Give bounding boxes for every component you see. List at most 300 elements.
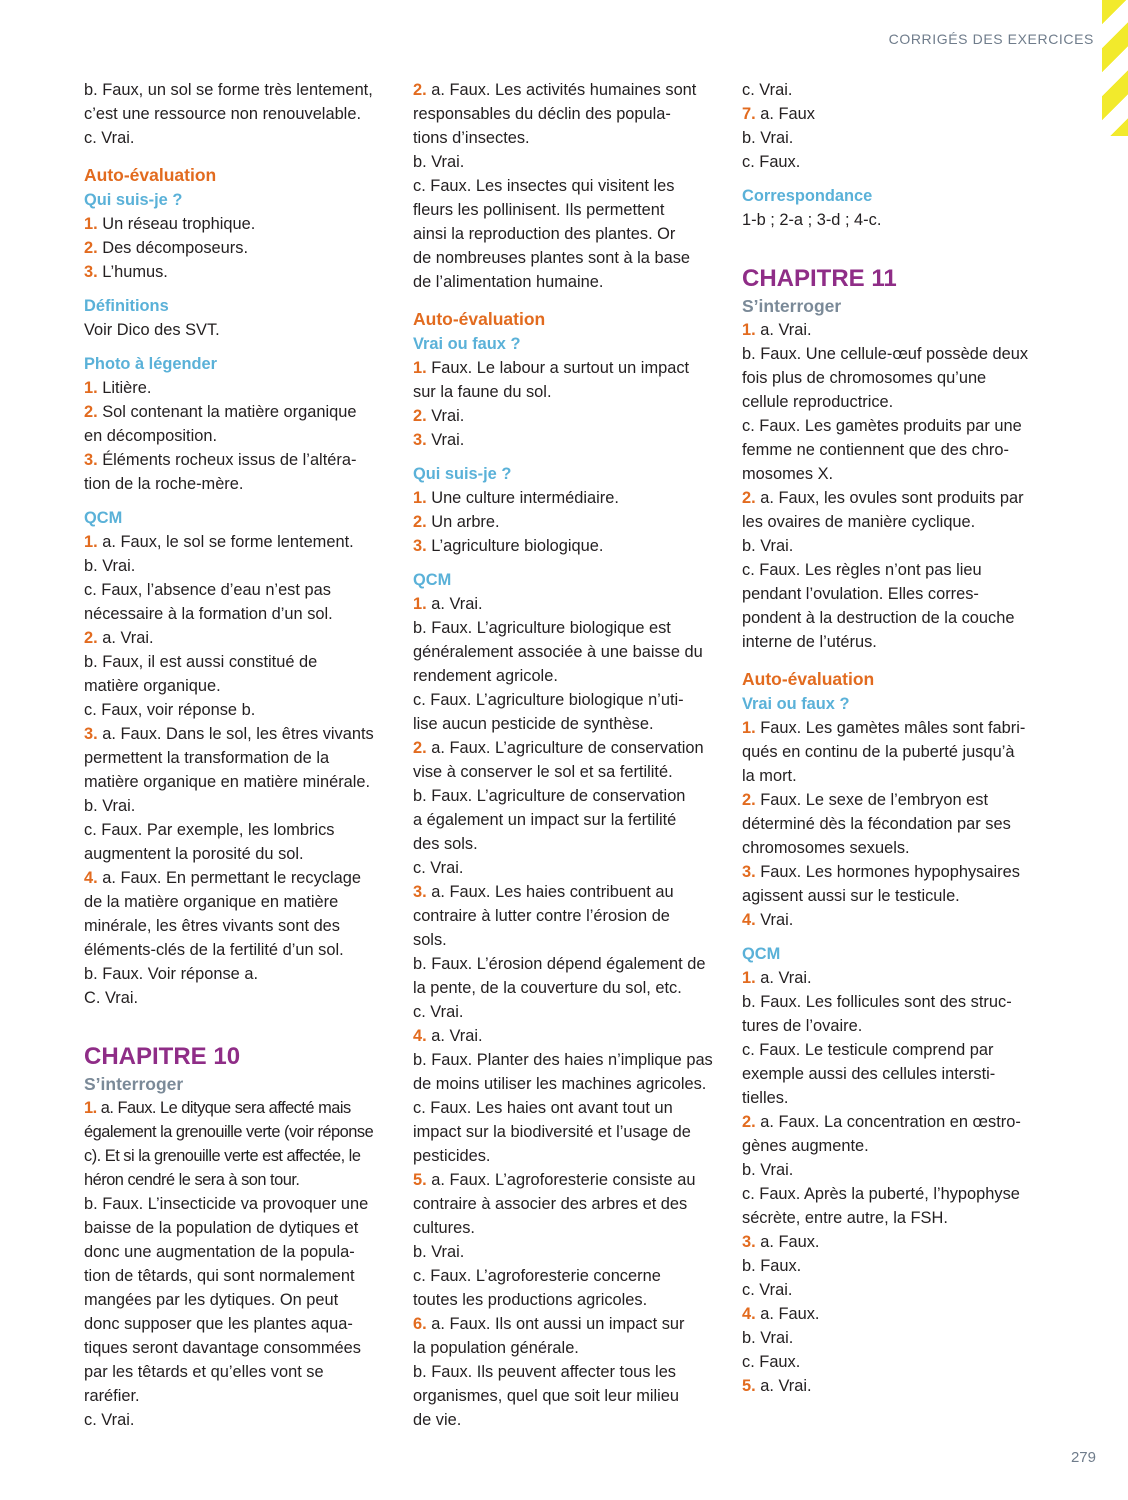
answer-text: éléments-clés de la fertilité d’un sol. [84,941,344,959]
subsection-heading: QCM [413,571,452,589]
answer-text: b. Faux. L’insecticide va provoquer une [84,1195,369,1213]
answer-line [84,448,394,472]
answer-text: pendant l’ovulation. Elles corres- [742,585,979,603]
answer-text: b. Vrai. [742,1329,794,1347]
answer-text: c’est une ressource non renouvelable. [84,105,361,123]
answer-text: c. Vrai. [742,81,793,99]
answer-line [413,1072,723,1096]
answer-line [413,1360,723,1384]
question-number: 1. [413,359,427,377]
question-number: 7. [742,105,756,123]
answer-line [742,1206,1052,1230]
answer-line [84,1312,394,1336]
answer-text: a. Faux. L’agriculture de conservation [431,739,704,757]
answer-text: permettent la transformation de la [84,749,330,767]
answer-line [742,740,1052,764]
answer-text: matière organique. [84,677,221,695]
question-number: 6. [413,1315,427,1333]
answer-line [413,808,723,832]
question-number: 3. [742,1233,756,1251]
answer-line [742,438,1052,462]
answer-text: tures de l’ovaire. [742,1017,863,1035]
answer-text: c. Faux. Les insectes qui visitent les [413,177,675,195]
answer-line [742,486,1052,510]
answer-text: toutes les productions agricoles. [413,1291,648,1309]
answer-text: cultures. [413,1219,475,1237]
answer-line [84,400,394,424]
answer-text: a. Faux. [760,1233,820,1251]
answer-line [413,486,723,510]
answer-text: c. Faux. Après la puberté, l’hypophyse [742,1185,1020,1203]
answer-line [413,1048,723,1072]
answer-text: cellule reproductrice. [742,393,894,411]
subsection-heading: Vrai ou faux ? [413,335,521,353]
question-number: 5. [413,1171,427,1189]
question-number: 2. [742,791,756,809]
question-number: 1. [742,321,756,339]
answer-text: L’agriculture biologique. [431,537,604,555]
answer-text: de l’alimentation humaine. [413,273,604,291]
answer-line [84,102,394,126]
answer-line [84,1120,394,1144]
question-number: 2. [413,407,427,425]
answer-text: tiques seront davantage consommées [84,1339,361,1357]
answer-text: a. Faux. [760,1305,820,1323]
answer-text: c. Faux. Par exemple, les lombrics [84,821,335,839]
answer-text: augmentent la porosité du sol. [84,845,304,863]
answer-line [84,770,394,794]
question-number: 2. [742,489,756,507]
answer-text: Des décomposeurs. [102,239,248,257]
answer-text: c). Et si la grenouille verte est affectée, le [84,1147,361,1165]
answer-text: organismes, quel que soit leur milieu [413,1387,680,1405]
answer-text: c. Faux. L’agriculture biologique n’uti- [413,691,684,709]
answer-line [84,1096,394,1120]
answer-line [413,404,723,428]
answer-line [84,818,394,842]
answer-text: chromosomes sexuels. [742,839,910,857]
answer-line [84,1264,394,1288]
answer-line [742,1086,1052,1110]
answer-text: b. Vrai. [742,129,794,147]
column-2 [413,78,723,1432]
subsection-heading: Photo à légender [84,355,217,373]
column-3 [742,78,1052,1398]
answer-text: a. Faux. L’agroforesterie consiste au [431,1171,696,1189]
question-number: 3. [84,725,98,743]
answer-text: minérale, les êtres vivants sont des [84,917,340,935]
answer-text: Éléments rocheux issus de l’altéra- [102,451,357,469]
answer-line [742,1230,1052,1254]
answer-text: matière organique en matière minérale. [84,773,371,791]
answer-line [84,866,394,890]
answer-line [84,578,394,602]
answer-line [84,1408,394,1432]
answer-line [742,884,1052,908]
answer-line [84,890,394,914]
question-number: 2. [84,629,98,647]
answer-line [84,1288,394,1312]
answer-text: les ovaires de manière cyclique. [742,513,976,531]
answer-text: donc supposer que les plantes aqua- [84,1315,353,1333]
answer-text: a. Vrai. [760,969,812,987]
answer-line [84,914,394,938]
question-number: 4. [413,1027,427,1045]
answer-text: raréfier. [84,1387,140,1405]
answer-text: a. Faux [760,105,815,123]
answer-line [84,318,394,342]
chapter-subtitle: S’interroger [84,1074,184,1094]
answer-text: b. Faux. Ils peuvent affecter tous les [413,1363,677,1381]
question-number: 1. [84,1099,97,1117]
answer-text: b. Faux. L’agriculture biologique est [413,619,671,637]
answer-line [84,126,394,150]
answer-line [742,582,1052,606]
answer-line [84,236,394,260]
answer-line [742,78,1052,102]
answer-text: qués en continu de la puberté jusqu’à [742,743,1015,761]
answer-line [413,1312,723,1336]
answer-text: mosomes X. [742,465,834,483]
answer-text: de moins utiliser les machines agricoles. [413,1075,707,1093]
answer-line [413,150,723,174]
answer-text: ainsi la reproduction des plantes. Or [413,225,676,243]
answer-line [413,616,723,640]
answer-line [742,342,1052,366]
answer-line [413,736,723,760]
answer-line [84,1144,394,1168]
answer-line [742,150,1052,174]
answer-text: sols. [413,931,447,949]
answer-text: b. Faux, il est aussi constitué de [84,653,318,671]
question-number: 3. [742,863,756,881]
question-number: 2. [84,239,98,257]
answer-text: b. Faux. Les follicules sont des struc- [742,993,1012,1011]
answer-line [413,832,723,856]
subsection-heading: Correspondance [742,187,873,205]
answer-line [413,126,723,150]
question-number: 1. [84,379,98,397]
answer-line [84,212,394,236]
answer-text: L’humus. [102,263,168,281]
answer-line [413,1408,723,1432]
answer-line [84,1336,394,1360]
answer-text: agissent aussi sur le testicule. [742,887,960,905]
answer-line [84,530,394,554]
question-number: 4. [742,1305,756,1323]
answer-text: b. Vrai. [84,797,136,815]
answer-line [413,1000,723,1024]
answer-text: vise à conserver le sol et sa fertilité. [413,763,673,781]
answer-text: b. Faux. L’agriculture de conservation [413,787,686,805]
answer-line [413,174,723,198]
answer-text: b. Vrai. [413,1243,465,1261]
question-number: 2. [413,81,427,99]
answer-line [413,664,723,688]
answer-line [84,794,394,818]
answer-line [742,1038,1052,1062]
answer-text: Voir Dico des SVT. [84,321,220,339]
answer-line [84,1240,394,1264]
answer-line [742,860,1052,884]
answer-line [413,1120,723,1144]
answer-line [84,986,394,1010]
answer-line [413,102,723,126]
answer-text: la pente, de la couverture du sol, etc. [413,979,682,997]
answer-text: a. Faux. La concentration en œstro- [760,1113,1021,1131]
answer-text: c. Vrai. [742,1281,793,1299]
answer-line [413,78,723,102]
answer-text: impact sur la biodiversité et l’usage de [413,1123,691,1141]
answer-text: b. Faux. L’érosion dépend également de [413,955,706,973]
question-number: 1. [413,595,427,613]
answer-line [84,698,394,722]
answer-text: lise aucun pesticide de synthèse. [413,715,654,733]
answer-line [413,760,723,784]
answer-line [84,626,394,650]
answer-text: la population générale. [413,1339,579,1357]
answer-text: sécrète, entre autre, la FSH. [742,1209,948,1227]
answer-line [742,414,1052,438]
answer-line [413,1168,723,1192]
answer-text: Faux. Le labour a surtout un impact [431,359,690,377]
answer-line [742,390,1052,414]
answer-text: Un arbre. [431,513,500,531]
answer-text: de vie. [413,1411,462,1429]
answer-line [413,856,723,880]
answer-text: b. Faux, un sol se forme très lentement, [84,81,373,99]
answer-text: en décomposition. [84,427,218,445]
page-number: 279 [1070,1449,1096,1466]
answer-text: a. Faux. Ils ont aussi un impact sur [431,1315,685,1333]
answer-line [742,102,1052,126]
answer-line [413,270,723,294]
answer-line [84,376,394,400]
answer-text: gènes augmente. [742,1137,869,1155]
answer-line [742,1182,1052,1206]
answer-text: fleurs les pollinisent. Ils permettent [413,201,665,219]
answer-text: c. Vrai. [84,1411,135,1429]
running-header: CORRIGÉS DES EXERCICES [888,31,1094,47]
answer-line [742,366,1052,390]
answer-text: c. Faux. Les règles n’ont pas lieu [742,561,982,579]
answer-line [84,938,394,962]
answer-line [413,880,723,904]
answer-line [84,746,394,770]
subsection-heading: Qui suis-je ? [84,191,183,209]
answer-line [413,198,723,222]
answer-line [742,1374,1052,1398]
subsection-heading: Vrai ou faux ? [742,695,850,713]
answer-text: la mort. [742,767,797,785]
answer-line [413,976,723,1000]
answer-text: c. Faux, l’absence d’eau n’est pas [84,581,331,599]
answer-text: exemple aussi des cellules intersti- [742,1065,996,1083]
answer-text: déterminé dès la fécondation par ses [742,815,1011,833]
answer-text: c. Faux. [742,1353,801,1371]
answer-text: a. Faux. Le dityque sera affecté mais [100,1099,351,1117]
answer-line [413,246,723,270]
answer-line [84,1384,394,1408]
answer-text: Vrai. [431,431,465,449]
answer-text: a. Vrai. [431,1027,483,1045]
answer-line [413,688,723,712]
answer-line [742,990,1052,1014]
question-number: 3. [84,263,98,281]
answer-line [742,510,1052,534]
answer-text: femme ne contiennent que des chro- [742,441,1009,459]
answer-text: Faux. Le sexe de l’embryon est [760,791,988,809]
answer-text: rendement agricole. [413,667,558,685]
answer-line [84,1168,394,1192]
answer-line [742,966,1052,990]
chapter-title: CHAPITRE 10 [84,1043,241,1070]
answer-text: également la grenouille verte (voir réponse [84,1123,374,1141]
answer-line [742,716,1052,740]
answer-line [742,1350,1052,1374]
answer-line [742,1158,1052,1182]
answer-text: b. Faux. Une cellule-œuf possède deux [742,345,1029,363]
question-number: 4. [84,869,98,887]
subsection-heading: Qui suis-je ? [413,465,512,483]
answer-text: Vrai. [431,407,465,425]
answer-line [742,534,1052,558]
answer-text: Un réseau trophique. [102,215,256,233]
answer-line [84,424,394,448]
answer-text: c. Vrai. [413,859,464,877]
answer-line [742,126,1052,150]
answer-text: a. Vrai. [760,321,812,339]
answer-line [742,1278,1052,1302]
answer-line [413,904,723,928]
answer-line [413,784,723,808]
answer-text: b. Vrai. [742,537,794,555]
answer-text: a. Vrai. [431,595,483,613]
answer-text: c. Faux. Le testicule comprend par [742,1041,994,1059]
answer-line [413,928,723,952]
question-number: 5. [742,1377,756,1395]
answer-line [84,78,394,102]
answer-text: b. Faux. Voir réponse a. [84,965,259,983]
answer-line [413,380,723,404]
answer-line [413,1240,723,1264]
answer-line [742,1134,1052,1158]
answer-text: Une culture intermédiaire. [431,489,619,507]
answer-text: tion de têtards, qui sont normalement [84,1267,355,1285]
question-number: 1. [84,215,98,233]
question-number: 1. [742,969,756,987]
answer-line [84,554,394,578]
answer-text: a. Faux. Dans le sol, les êtres vivants [102,725,374,743]
answer-text: nécessaire à la formation d’un sol. [84,605,333,623]
answer-text: Litière. [102,379,152,397]
column-1 [84,78,394,1432]
answer-line [742,606,1052,630]
answer-line [742,1326,1052,1350]
answer-text: par les têtards et qu’elles vont se [84,1363,324,1381]
answer-text: interne de l’utérus. [742,633,877,651]
answer-line [413,712,723,736]
answer-text: b. Faux. [742,1257,802,1275]
answer-text: c. Faux, voir réponse b. [84,701,256,719]
question-number: 3. [413,883,427,901]
answer-line [742,1014,1052,1038]
answer-line [84,602,394,626]
answer-line [742,764,1052,788]
answer-text: 1-b ; 2-a ; 3-d ; 4-c. [742,211,882,229]
answer-text: a. Vrai. [102,629,154,647]
answer-text: b. Vrai. [84,557,136,575]
answer-text: tielles. [742,1089,789,1107]
answer-text: c. Faux. L’agroforesterie concerne [413,1267,661,1285]
answer-text: contraire à lutter contre l’érosion de [413,907,670,925]
answer-line [742,908,1052,932]
answer-line [742,208,1052,232]
answer-text: b. Vrai. [413,153,465,171]
answer-text: contraire à associer des arbres et des [413,1195,688,1213]
answer-text: héron cendré le sera à son tour. [84,1171,300,1189]
answer-text: a. Faux. Les haies contribuent au [431,883,674,901]
corner-stripes-decoration [1102,0,1128,136]
answer-text: Sol contenant la matière organique [102,403,357,421]
answer-line [84,260,394,284]
subsection-heading: QCM [742,945,781,963]
answer-line [413,534,723,558]
answer-line [742,558,1052,582]
answer-line [742,462,1052,486]
answer-line [742,1062,1052,1086]
answer-line [413,1216,723,1240]
answer-text: a. Faux, les ovules sont produits par [760,489,1024,507]
answer-text: c. Faux. Les haies ont avant tout un [413,1099,673,1117]
answer-text: fois plus de chromosomes qu’une [742,369,987,387]
answer-line [413,1192,723,1216]
answer-line [84,1192,394,1216]
answer-text: c. Vrai. [84,129,135,147]
answer-text: sur la faune du sol. [413,383,552,401]
answer-text: donc une augmentation de la popula- [84,1243,355,1261]
answer-text: b. Vrai. [742,1161,794,1179]
answer-text: de nombreuses plantes sont à la base [413,249,691,267]
answer-line [413,592,723,616]
answer-line [413,1264,723,1288]
question-number: 2. [84,403,98,421]
answer-text: c. Faux. Les gamètes produits par une [742,417,1022,435]
answer-text: tions d’insectes. [413,129,530,147]
answer-text: c. Faux. [742,153,801,171]
answer-line [413,1144,723,1168]
answer-line [742,812,1052,836]
answer-line [413,640,723,664]
question-number: 1. [742,719,756,737]
answer-text: des sols. [413,835,478,853]
answer-text: responsables du déclin des popula- [413,105,671,123]
answer-text: a. Faux, le sol se forme lentement. [102,533,354,551]
answer-line [742,318,1052,342]
answer-text: baisse de la population de dytiques et [84,1219,359,1237]
chapter-subtitle: S’interroger [742,296,842,316]
answer-line [84,1216,394,1240]
answer-line [413,1384,723,1408]
answer-text: Vrai. [760,911,794,929]
question-number: 2. [742,1113,756,1131]
answer-text: de la matière organique en matière [84,893,339,911]
answer-line [413,510,723,534]
answer-line [84,1360,394,1384]
answer-text: C. Vrai. [84,989,139,1007]
section-heading: Auto-évaluation [742,669,875,689]
section-heading: Auto-évaluation [413,309,546,329]
